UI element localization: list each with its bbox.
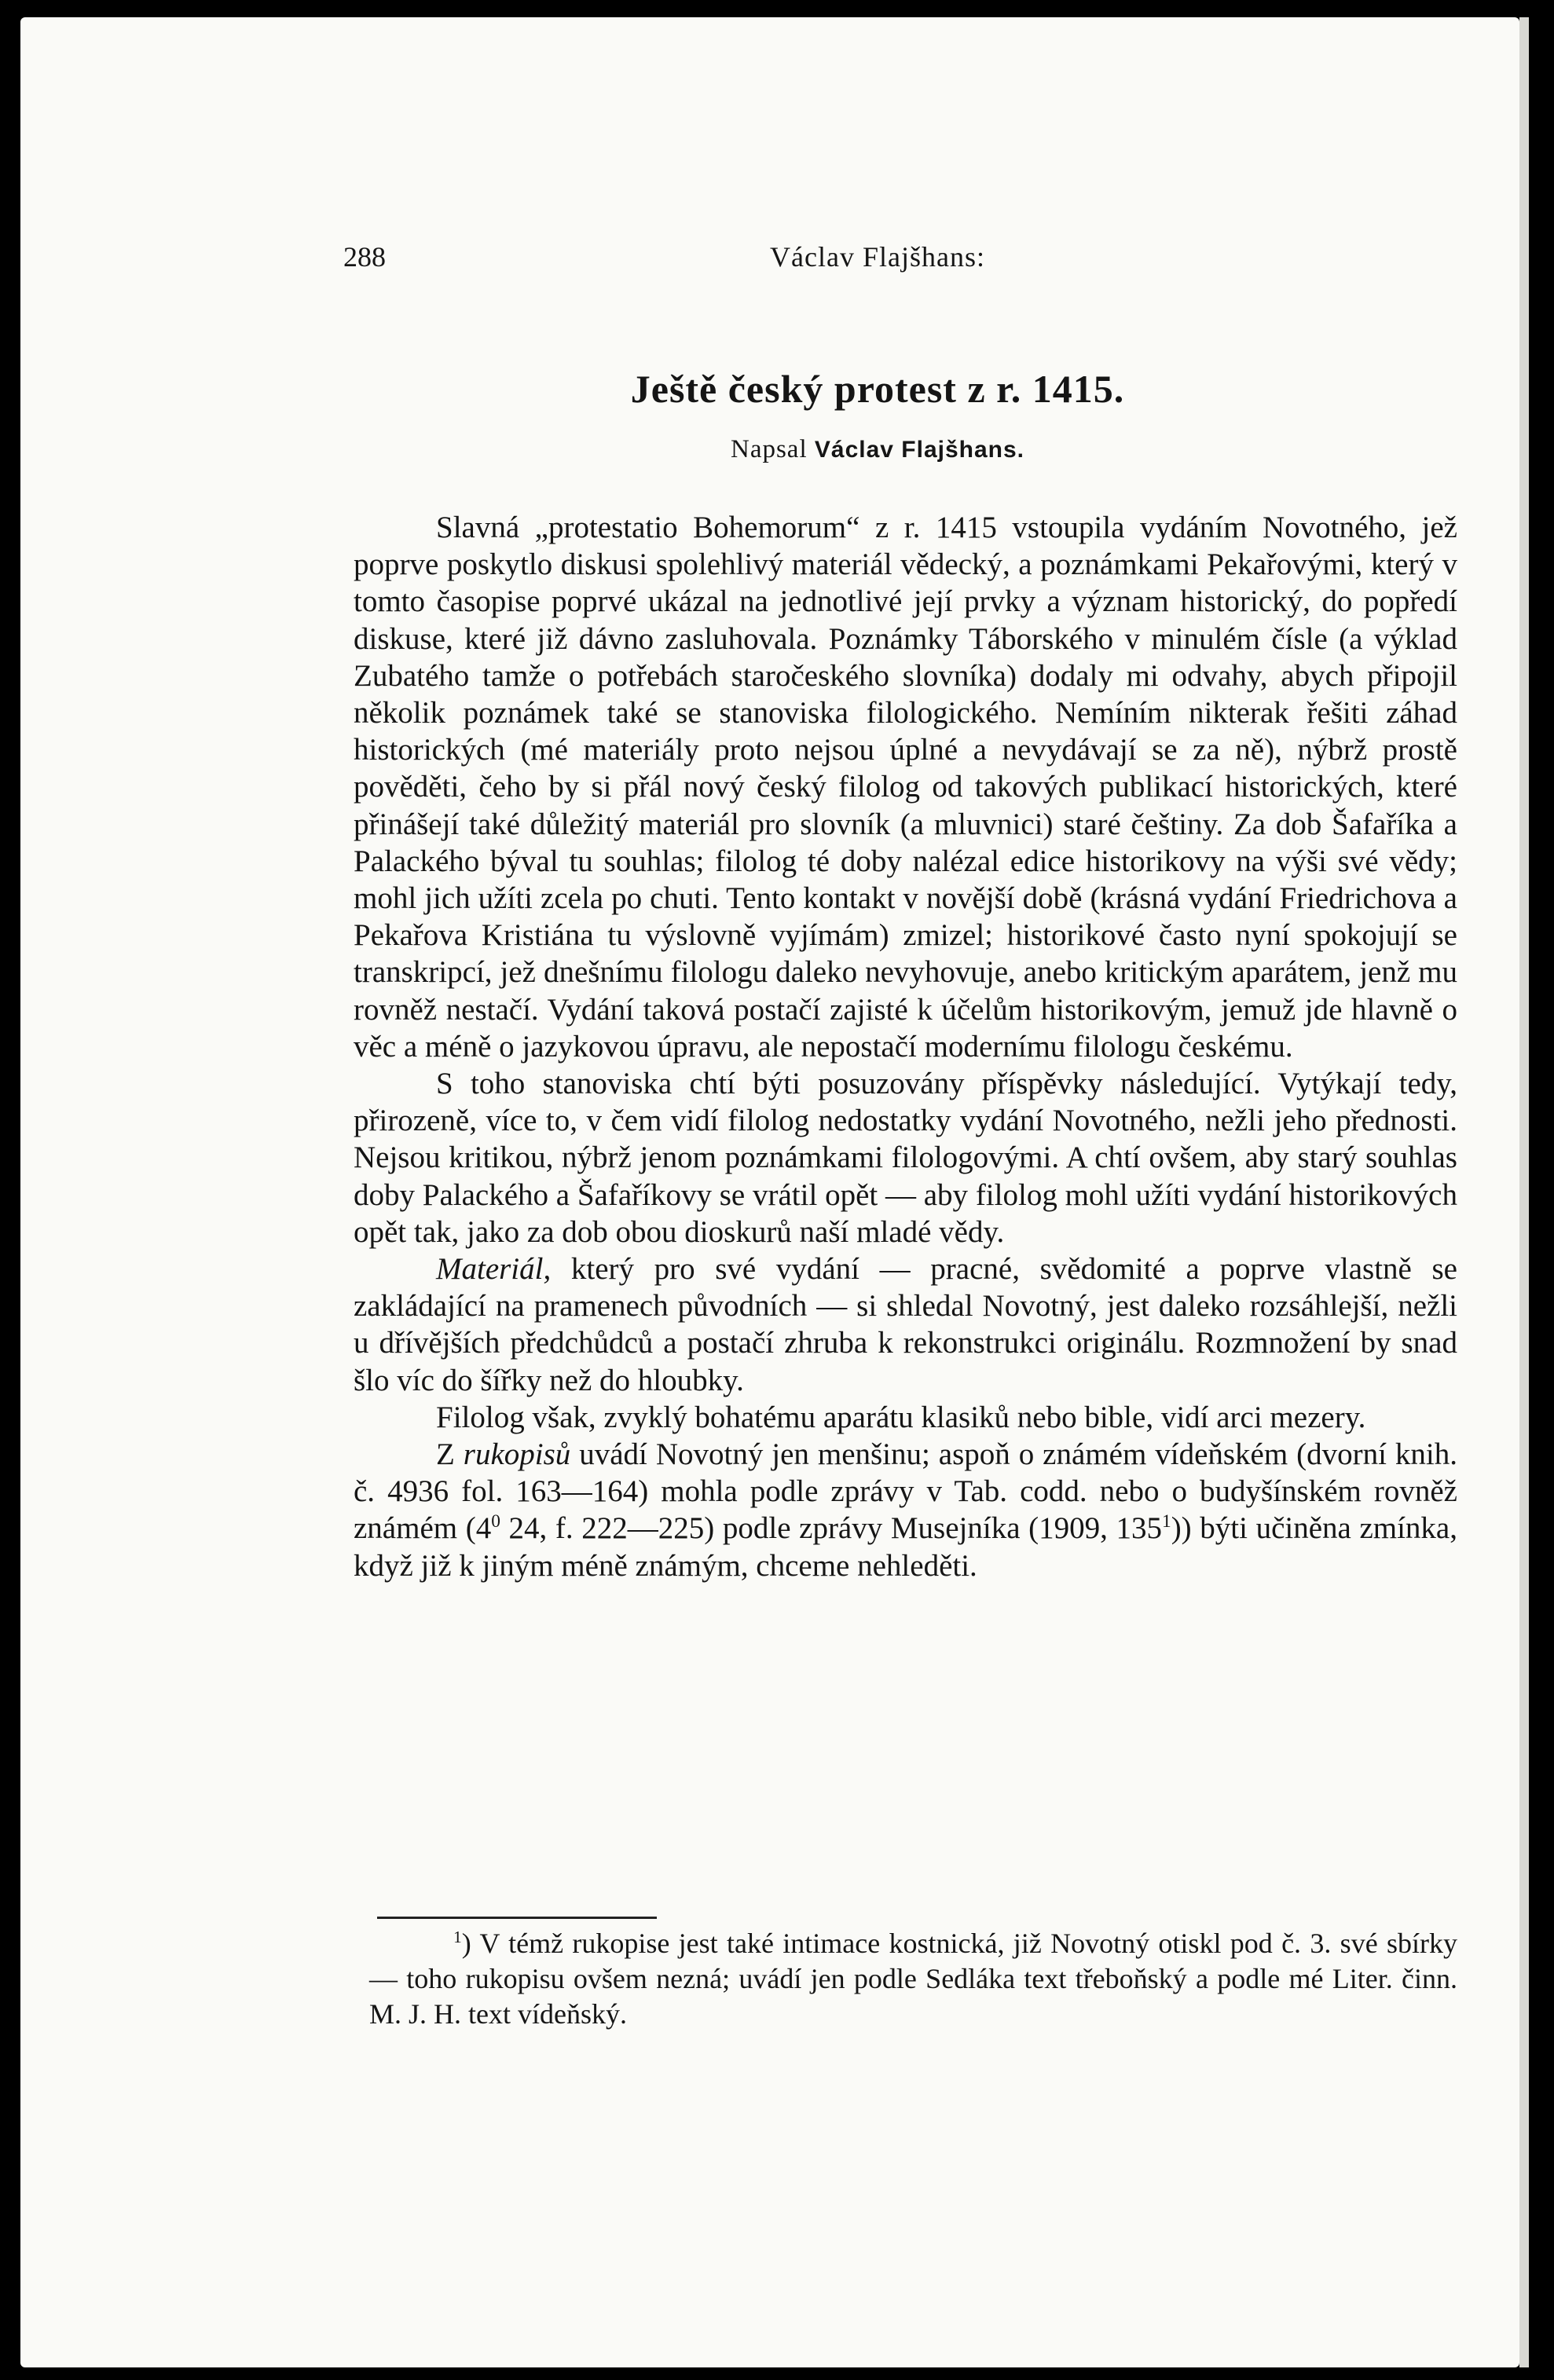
- byline-author: Václav Flajšhans.: [814, 437, 1025, 463]
- running-head: Václav Flajšhans:: [770, 241, 985, 273]
- footnote-reference: 1: [1161, 1511, 1171, 1532]
- rukopisu-after-sup: 24, f. 222—225) podle zprávy Musejníka (1909, 135: [500, 1511, 1162, 1546]
- paragraph-stanovisko: S toho stanoviska chtí býti posuzovány příspěvky následující. Vytýkají tedy, přirozeně, více to, v čem vidí filolog nedostatky vydání Novotného, nežli jeho přednosti. Nejsou kritikou, nýbrž jenom poznámkami filologovými. A chtí ovšem, aby starý souhlas doby Palackého a Šafaříkovy se vrátil opět — aby filolog mohl užíti vydání historikových opět tak, jako za dob obou dioskurů naší mladé vědy.: [354, 1067, 1457, 1249]
- footnote-marker: 1: [453, 1928, 462, 1946]
- article-title: Ještě český protest z r. 1415.: [630, 367, 1125, 411]
- paragraph-rukopisu: [354, 1436, 1457, 1584]
- byline-prefix: Napsal: [730, 435, 808, 463]
- paragraph-philolog: Filolog však, zvyklý bohatému aparátu klasiků nebo bible, vidí arci mezery.: [436, 1400, 1366, 1434]
- rukopisu-end: )) býti učiněna zmínka, když již k jiným méně známým, chceme nehleděti.: [354, 1511, 1457, 1583]
- rukopisu-middle: uvádí Novotný jen menšinu; aspoň o známém vídeňském (dvorní knih. č. 4936 fol. 163—164) mohla podle zprávy v Tab. codd. nebo o budyšínském rovněž známém (4: [354, 1437, 1457, 1546]
- page-header: [343, 240, 1412, 280]
- material-text: který pro své vydání — pracné, svědomité a poprve vlastně se zakládající na pramenech původních — si shledal Novotný, jest daleko rozsáhlejší, nežli u dřívějších předchůdců a postačí zhruba k rekonstrukci originálu. Rozmnožení by snad šlo víc do šířky než do hloubky.: [354, 1252, 1457, 1397]
- paragraph-material: [354, 1250, 1457, 1399]
- article-body: [354, 509, 1457, 1584]
- byline: [343, 435, 1412, 464]
- page-edge: [1519, 17, 1529, 2367]
- paragraph-intro: Slavná „protestatio Bohemorum“ z r. 1415 vstoupila vydáním Novotného, jež poprve poskytlo diskusi spolehlivý materiál vědecký, a poznámkami Pekařovými, který v tomto časopise poprvé ukázal na jednotlivé její prvky a význam historický, do popředí diskuse, které již dávno zasluhovala. Poznámky Táborského v minulém čísle (a výklad Zubatého tamže o potřebách staročeského slovníka) dodaly mi odvahy, abych připojil několik poznámek také se stanoviska filologického. Nemíním nikterak řešiti záhad historických (mé materiály proto nejsou úplné a nevydávají se za ně), nýbrž prostě pověděti, čeho by si přál nový český filolog od takových publikací historických, které přinášejí také důležitý materiál pro slovník (a mluvnici) staré češtiny. Za dob Šafaříka a Palackého býval tu souhlas; filolog té doby nalézal edice historikovy na výši své vědy; mohl jich užíti zcela po chuti. Tento kontakt v novější době (krásná vydání Friedrichova a Pekařova Kristiána tu výslovně vyjímám) zmizel; historikové často nyní spokojují se transkripcí, jež dnešnímu filologu daleko nevyhovuje, anebo kritickým aparátem, jenž mu rovněž nestačí. Vydání taková postačí zajisté k účelům historikovým, jemuž jde hlavně o věc a méně o jazykovou úpravu, ale nepostačí modernímu filologu českému.: [354, 511, 1457, 1064]
- page-number: 288: [343, 241, 386, 273]
- footnote: [369, 1926, 1457, 2032]
- footnote-divider: [377, 1917, 657, 1919]
- material-lead: Materiál,: [436, 1252, 552, 1287]
- footnote-text: ) V témž rukopise jest také intimace kostnická, již Novotný otiskl pod č. 3. své sbírky — toho rukopisu ovšem nezná; uvádí jen podle Sedláka text třeboňský a podle mé Liter. činn. M. J. H. text vídeňský.: [369, 1928, 1457, 2030]
- rukopisu-italic: rukopisů: [463, 1437, 571, 1472]
- rukopisu-start: Z: [436, 1437, 464, 1472]
- superscript-zero: 0: [491, 1511, 500, 1532]
